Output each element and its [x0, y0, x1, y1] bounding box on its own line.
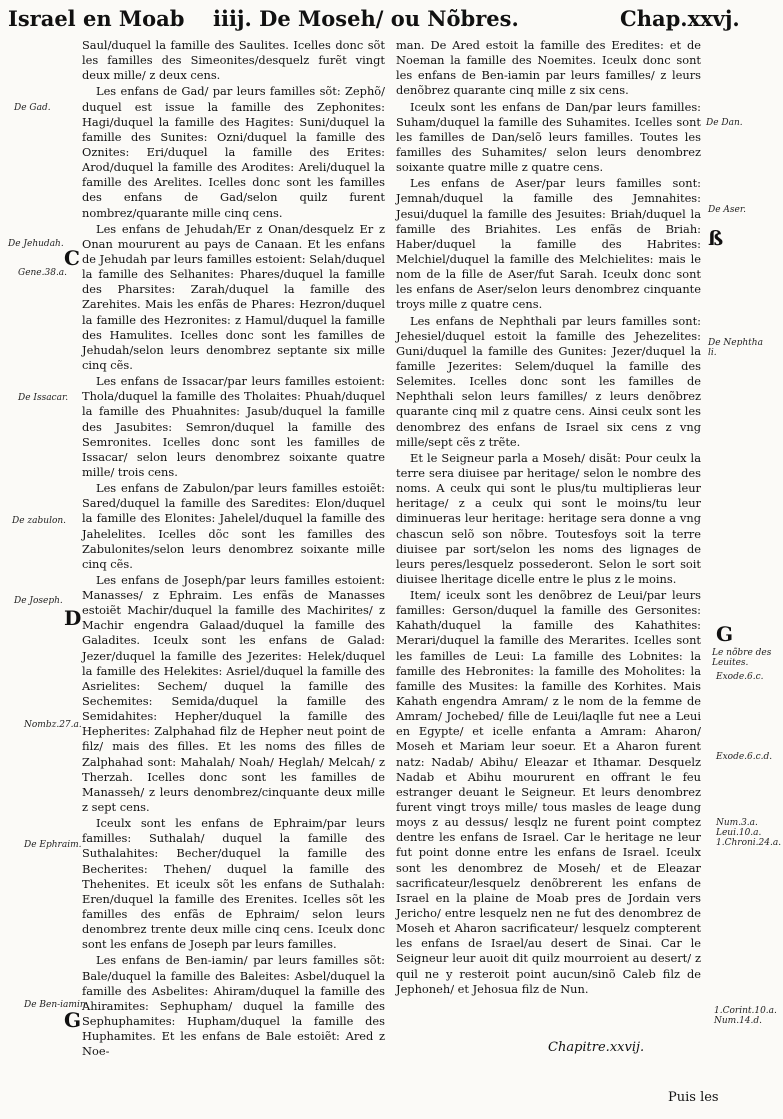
- dropcap-f: ß: [708, 226, 724, 250]
- margin-note-issacar: De Issacar.: [18, 393, 69, 403]
- margin-note-aser: De Aser.: [708, 205, 747, 215]
- margin-note-jehudah: De Jehudah.: [8, 239, 64, 249]
- header-left: Israel en Moab: [8, 6, 185, 31]
- margin-note-nombz: Nombz.27.a.: [24, 720, 82, 730]
- margin-note-exode1: Exode.6.c.: [716, 672, 764, 682]
- paragraph: man. De Ared estoit la famille des Eredites: et de Noeman la famille des Noemites. Iceulx donc sont les enfans de Ben-iamin par leurs familles/ z leurs denõbrez quarante cinq mille z six cens.: [396, 38, 701, 98]
- paragraph: Saul/duquel la famille des Saulites. Icelles donc sõt les familles des Simeonites/desquelz furẽt vingt deux mille/ z deux cens.: [82, 38, 385, 83]
- paragraph: Item/ iceulx sont les denõbrez de Leui/par leurs familles: Gerson/duquel la famille des Gersonites: Kahath/duquel la famille des Kahathites: Merari/duquel la famille des Merarites. Icelles sont les familles de Leui: La famille des Lobnites: la famille des Hebronites: la famille des Moholites: la famille des Musites: la famille des Korhites. Mais Kahath engendra Amram/ z le nom de la femme de Amram/ Jochebed/ fille de Leui/laqlle fut nee a Leui en Egypte/ et icelle enfanta a Amram: Aharon/ Moseh et Mariam leur soeur. Et a Aharon furent natz: Nadab/ Abihu/ Eleazar et Ithamar. Desquelz Nadab et Abihu moururent en offrant le feu estranger deuant le Seigneur. Et leurs denombrez furent vingt troys mille/ tous masles de leage dung moys z au dessus/ lesqlz ne furent point comptez dentre les enfans de Israel. Car le heritage ne leur fut point donne entre les enfans de Israel. Iceulx sont les denombrez de Moseh/ et de Eleazar sacrificateur/lesquelz denõbrerent les enfans de Israel en la plaine de Moab pres de Jordain vers Jericho/ entre lesquelz nen ne fut des denombrez de Moseh et Aharon sacrificateur/ lesquelz compterent les enfans de Israel/au desert de Sinai. Car le Seigneur leur auoit dit quilz mourroient au desert/ z quil ne y resteroit point aucun/sinõ Caleb filz de Jephoneh/ et Jehosua filz de Nun.: [396, 588, 701, 996]
- right-column: [396, 38, 701, 998]
- margin-note-num-ref: Num.3.a. Leui.10.a. 1.Chroni.24.a.: [716, 818, 782, 848]
- margin-note-exode2: Exode.6.c.d.: [716, 752, 773, 762]
- paragraph: Iceulx sont les enfans de Dan/par leurs familles: Suham/duquel la famille des Suhamites. Icelles sont les familles de Dan/selõ leurs familles. Toutes les familles des Suhamites/ selon leurs denombrez soixante quatre mille z quatre cens.: [396, 99, 701, 175]
- paragraph: Les enfans de Issacar/par leurs familles estoient: Thola/duquel la famille des Tholaites: Phuah/duquel la famille des Phuahnites: Jasub/duquel la famille des Jasubites: Semron/duquel la famille des Semronites. Icelles donc sont les familles de Issacar/ selon leurs denombrez soixante quatre mille/ trois cens.: [82, 374, 385, 479]
- paragraph: Les enfans de Ben-iamin/ par leurs familles sõt: Bale/duquel la famille des Baleites: Asbel/duquel la famille des Asbelites: Ahiram/duquel la famille des Ahiramites: Sephupham/ duquel la famille des Sephuphamites: Hupham/duquel la famille des Huphamites. Et les enfans de Bale estoiẽt: Ared z Noe-: [82, 953, 385, 1059]
- margin-note-cor-ref: 1.Corint.10.a. Num.14.d.: [714, 1006, 777, 1026]
- dropcap-s: G: [716, 622, 734, 646]
- paragraph: Les enfans de Zabulon/par leurs familles estoiẽt: Sared/duquel la famille des Saredites: Elon/duquel la famille des Elonites: Jahelel/duquel la famille des Jahelelites. Icelles dõc sont les familles des Zabulonites/selon leurs denombrez soixante mille cinq cẽs.: [82, 481, 385, 571]
- paragraph: Iceulx sont les enfans de Ephraim/par leurs familles: Suthalah/ duquel la famille des Suthalahites: Becher/duquel la famille des Becherites: Thehen/ duquel la famille des Thehenites. Et iceulx sõt les enfans de Suthalah: Eren/duquel la famille des Erenites. Icelles sõt les familles des enfãs de Ephraim/ selon leurs denombrez trente deux mille cinq cens. Iceulx donc sont les enfans de Joseph par leurs familles.: [82, 816, 385, 952]
- running-header: [8, 6, 778, 42]
- header-middle: iiij. De Moseh/ ou Nõbres.: [213, 6, 519, 31]
- margin-note-leui: Le nõbre des Leuites.: [712, 648, 772, 668]
- paragraph: Les enfans de Nephthali par leurs familles sont: Jehesiel/duquel estoit la famille des Jehezelites: Guni/duquel la famille des Gunites: Jezer/duquel la famille Jezerites: Selem/duquel la famille des Selemites. Icelles donc sont les familles de Nephthali selon leurs familles/ z leurs denõbrez quarante cinq mil z quatre cens. Ainsi ceulx sont les denombrez des enfans de Israel six cens z vng mille/sept cẽs z trẽte.: [396, 313, 701, 449]
- dropcap-d: D: [64, 606, 82, 630]
- margin-note-zabulon: De zabulon.: [12, 516, 67, 526]
- paragraph: Les enfans de Joseph/par leurs familles estoient: Manasses/ z Ephraim. Les enfãs de Manasses estoiẽt Machir/duquel la famille des Machirites/ z Machir engendra Galaad/duquel la famille des Galadites. Iceulx sont les enfans de Galad: Jezer/duquel la famille des Jezerites: Helek/duquel la famille des Helekites: Asriel/duquel la famille des Asrielites: Sechem/ duquel la famille des Sechemites: Semida/duquel la famille des Semidahites: Hepher/duquel la famille des Hepherites: Zalphahad filz de Hepher neut point de filz/ mais des filles. Et les noms des filles de Zalphahad sont: Mahalah/ Noah/ Heglah/ Melcah/ z Therzah. Icelles donc sont les familles de Manasseh/ z leurs denombrez/cinquante deux mille z sept cens.: [82, 572, 385, 815]
- catchword: Puis les: [668, 1090, 719, 1105]
- margin-note-beniamin: De Ben-iamin: [24, 1000, 86, 1010]
- paragraph: Les enfans de Aser/par leurs familles sont: Jemnah/duquel la famille des Jemnahites: Jesui/duquel la famille des Jesuites: Briah/duquel la famille des Briahites. Les enfãs de Briah: Haber/duquel la famille des Habrites: Melchiel/duquel la famille des Melchielites: mais le nom de la fille de Aser/fut Sarah. Iceulx donc sont les enfans de Aser/selon leurs denombrez cinquante troys mille z quatre cens.: [396, 176, 701, 312]
- paragraph: Et le Seigneur parla a Moseh/ disãt: Pour ceulx la terre sera diuisee par heritage/ selon le nombre des noms. A ceulx qui sont le plus/tu multiplieras leur heritage/ z a ceulx qui sont le moins/tu leur diminueras leur heritage: heritage sera donne a vng chascun selõ son nõbre. Toutesfoys soit la terre diuisee par sort/selon les noms des lignages de leurs peres/lesquelz possederont. Selon le sort soit diuisee lheritage dicelle entre le plus z le moins.: [396, 450, 701, 586]
- chapter-heading: Chapitre.xxvij.: [548, 1040, 645, 1055]
- margin-note-ephraim: De Ephraim.: [24, 840, 82, 850]
- margin-note-gad: De Gad.: [14, 103, 51, 113]
- dropcap-g: G: [64, 1008, 82, 1032]
- margin-note-nephthali: De Nephtha li.: [708, 338, 763, 358]
- margin-note-dan: De Dan.: [706, 118, 743, 128]
- left-column: [82, 38, 385, 1060]
- paragraph: Les enfans de Jehudah/Er z Onan/desquelz Er z Onan moururent au pays de Canaan. Et les enfans de Jehudah par leurs familles estoient: Selah/duquel la famille des Selhanites: Phares/duquel la famille des Pharsites: Zarah/duquel la famille des Zarehites. Mais les enfãs de Phares: Hezron/duquel la famille des Hezronites: z Hamul/duquel la famille des Hamulites. Icelles donc sont les familles de Jehudah/selon leurs denombrez septante six mille cinq cẽs.: [82, 221, 385, 372]
- margin-note-gene: Gene.38.a.: [18, 268, 68, 278]
- header-right: Chap.xxvj.: [620, 6, 740, 31]
- dropcap-c: C: [64, 246, 80, 270]
- paragraph: Les enfans de Gad/ par leurs familles sõt: Zephõ/ duquel est issue la famille des Zephonites: Hagi/duquel la famille des Hagites: Suni/duquel la famille des Sunites: Ozni/duquel la famille des Oznites: Eri/duquel la famille des Erites: Arod/duquel la famille des Arodites: Areli/duquel la famille des Arelites. Icelles donc sont les familles des enfans de Gad/selon quilz furent nombrez/quarante mille cinq cens.: [82, 84, 385, 220]
- margin-note-joseph: De Joseph.: [14, 596, 63, 606]
